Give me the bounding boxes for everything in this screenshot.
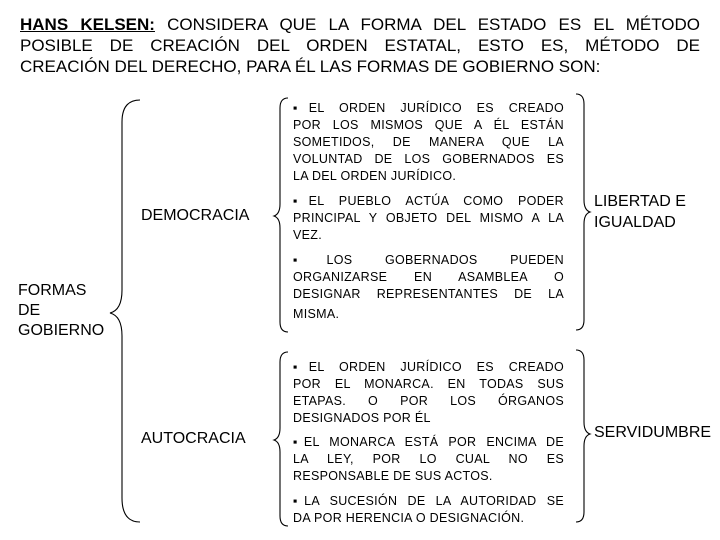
heading-line-3: CREACIÓN DEL DERECHO, PARA ÉL LAS FORMAS DE GOBIERNO SON: [20, 57, 601, 76]
democracia-item-1 [293, 100, 564, 185]
root-line-1: FORMAS [18, 282, 87, 299]
item-line: ▪LOS GOBERNADOS PUEDEN [293, 253, 564, 267]
item-line: POR LOS MISMOS QUE A ÉL ESTÁN [293, 118, 564, 132]
item-line: LA DEL ORDEN JURÍDICO. [293, 169, 457, 183]
outcome-democracia [594, 191, 686, 233]
democracia-outcome-brace [576, 94, 590, 330]
autocracia-brace [274, 352, 288, 526]
root-node [18, 281, 118, 341]
autocracia-item-1 [293, 359, 564, 427]
item-line: LA LEY, POR LO CUAL NO ES [293, 452, 564, 466]
root-line-2: DE [18, 302, 41, 319]
item-line: ▪EL PUEBLO ACTÚA COMO PODER [293, 194, 564, 208]
heading-author: HANS KELSEN: [20, 15, 155, 34]
democracia-brace [274, 98, 288, 332]
item-line: DA POR HERENCIA O DESIGNACIÓN. [293, 511, 525, 525]
outcome-autocracia [594, 422, 711, 443]
branch-democracia: DEMOCRACIA [141, 207, 250, 224]
autocracia-item-3 [293, 493, 564, 527]
autocracia-outcome-brace [576, 350, 590, 522]
item-line: PRINCIPAL Y OBJETO DEL MISMO A LA [293, 211, 564, 225]
heading-line-1-text: CONSIDERA QUE LA FORMA DEL ESTADO ES EL MÉTODO [154, 15, 700, 34]
democracia-item-3 [293, 252, 564, 323]
item-line: VOLUNTAD DE LOS GOBERNADOS ES [293, 152, 564, 166]
item-line: ORGANIZARSE EN ASAMBLEA O [293, 270, 564, 284]
heading-line-2: POSIBLE DE CREACIÓN DEL ORDEN ESTATAL, ESTO ES, MÉTODO DE [20, 36, 700, 55]
democracia-item-2 [293, 193, 564, 244]
item-line: ETAPAS. O POR LOS ÓRGANOS [293, 394, 564, 408]
item-line: RESPONSABLE DE SUS ACTOS. [293, 469, 493, 483]
outcome-line-1: LIBERTAD E [594, 193, 686, 210]
root-line-3: GOBIERNO [18, 322, 105, 339]
branch-autocracia: AUTOCRACIA [141, 430, 246, 447]
item-line: ▪EL ORDEN JURÍDICO ES CREADO [293, 101, 564, 115]
item-line: ▪EL ORDEN JURÍDICO ES CREADO [293, 360, 564, 374]
item-line: ▪EL MONARCA ESTÁ POR ENCIMA DE [293, 435, 564, 449]
item-line: MISMA. [293, 307, 340, 321]
item-line: DESIGNADOS POR ÉL [293, 411, 431, 425]
item-line: DESIGNAR REPRESENTANTES DE LA [293, 287, 564, 301]
item-line: ▪LA SUCESIÓN DE LA AUTORIDAD SE [293, 494, 564, 508]
outcome-line-1: SERVIDUMBRE [594, 424, 712, 441]
outcome-line-2: IGUALDAD [594, 214, 676, 231]
autocracia-item-2 [293, 434, 564, 485]
item-line: VEZ. [293, 228, 322, 242]
item-line: POR EL MONARCA. EN TODAS SUS [293, 377, 564, 391]
item-line: SOMETIDOS, DE MANERA QUE LA [293, 135, 564, 149]
